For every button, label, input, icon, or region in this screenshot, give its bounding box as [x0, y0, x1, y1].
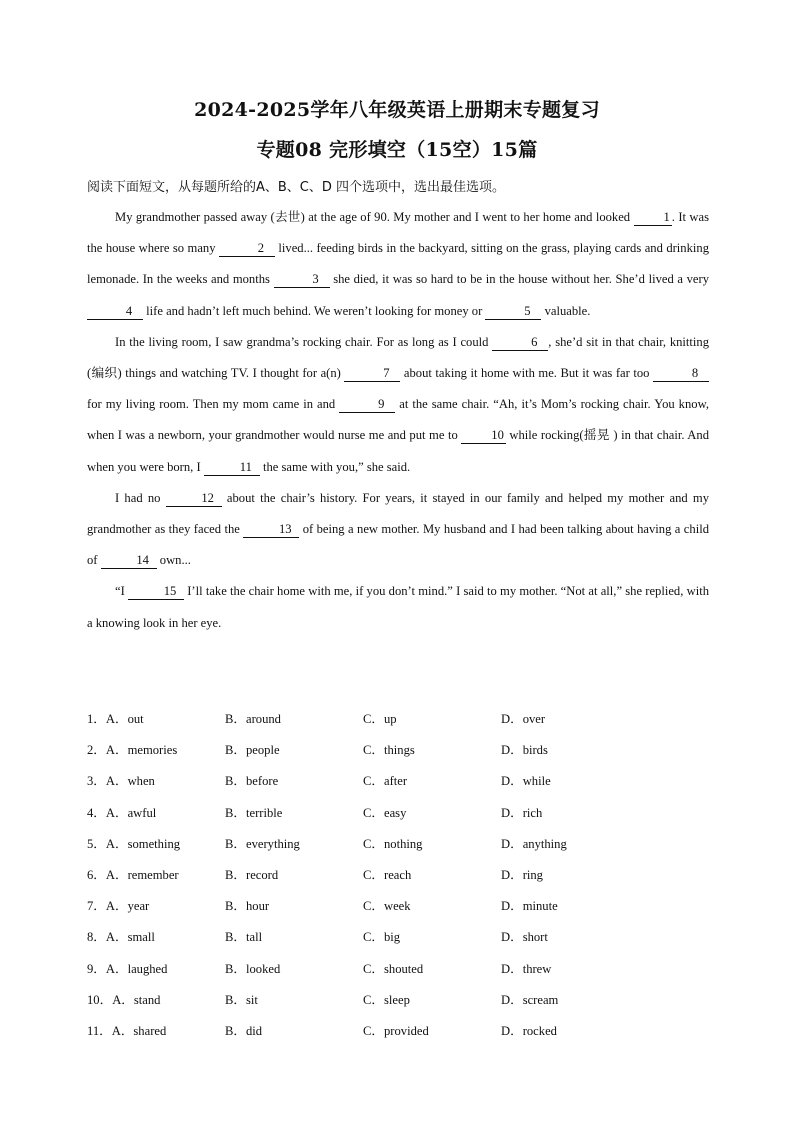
question-row	[87, 952, 707, 983]
option-a: 2．A．memories	[87, 743, 178, 758]
option-a: 6．A．remember	[87, 868, 179, 883]
blank-8: 8	[653, 366, 709, 382]
option-c: C．things	[363, 743, 415, 758]
blank-12: 12	[166, 491, 222, 507]
option-b: B．around	[225, 712, 281, 727]
option-a: 4．A．awful	[87, 805, 157, 820]
question-row	[87, 827, 707, 858]
page-title: 2024-2025学年八年级英语上册期末专题复习	[194, 99, 600, 121]
blank-13: 13	[243, 522, 299, 538]
passage-text: about taking it home with me. But it was far too	[400, 366, 653, 381]
option-d: D．rocked	[501, 1023, 557, 1038]
passage-text: while rocking(摇晃 ) in that chair. And when you were born, I	[87, 428, 709, 474]
option-c: C．nothing	[363, 836, 423, 851]
paragraph-3	[87, 483, 709, 577]
option-c: C．shouted	[363, 961, 424, 976]
option-d: D．while	[501, 774, 551, 789]
passage-text: , she’d sit in that chair, knitting (编织) things and watching TV. I thought for a(n)	[87, 334, 709, 381]
passage-text: life and hadn’t left much behind. We weren’t looking for money or	[143, 303, 486, 318]
passage-text: lived... feeding birds in the backyard, sitting on the grass, playing cards and drinking lemonade. In the weeks and months	[87, 241, 709, 287]
question-row	[87, 889, 707, 920]
instruction-text: 阅读下面短文，从每题所给的A、B、C、D 四个选项中，选出最佳选项。	[87, 180, 506, 195]
blank-15: 15	[128, 584, 184, 600]
blank-3: 3	[274, 272, 330, 288]
option-c: C．reach	[363, 868, 412, 883]
option-a: 10．A．stand	[87, 992, 161, 1007]
option-d: D．short	[501, 930, 548, 945]
passage-text: own...	[156, 553, 191, 568]
option-b: B．record	[225, 868, 279, 883]
option-b: B．people	[225, 743, 280, 758]
option-b: B．everything	[225, 836, 300, 851]
blank-4: 4	[87, 304, 143, 320]
page-subtitle: 专题08 完形填空（15空）15篇	[256, 139, 538, 161]
option-b: B．terrible	[225, 805, 283, 820]
answer-options	[87, 702, 707, 1045]
option-b: B．looked	[225, 961, 281, 976]
option-c: C．week	[363, 899, 411, 914]
option-a: 7．A．year	[87, 899, 150, 914]
option-b: B．sit	[225, 992, 258, 1007]
paragraph-1	[87, 202, 709, 327]
cloze-passage	[87, 202, 709, 639]
passage-text: I’ll take the chair home with me, if you don’t mind.” I said to my mother. “Not at all,” she replied, with a knowing look in her eye.	[87, 584, 709, 630]
question-row	[87, 796, 707, 827]
blank-14: 14	[101, 553, 157, 569]
paragraph-2	[87, 327, 709, 483]
option-d: D．rich	[501, 805, 543, 820]
question-row	[87, 983, 707, 1014]
option-c: C．big	[363, 930, 401, 945]
blank-7: 7	[344, 366, 400, 382]
option-a: 8．A．small	[87, 930, 155, 945]
passage-text: about the chair’s history. For years, it stayed in our family and helped my mother and my grandmother as they faced the	[87, 490, 709, 537]
passage-text: I had no	[115, 490, 166, 505]
option-a: 3．A．when	[87, 774, 155, 789]
blank-6: 6	[492, 335, 548, 351]
question-row	[87, 702, 707, 733]
passage-text: . It was the house where so many	[87, 210, 709, 256]
passage-text: at the same chair. “Ah, it’s Mom’s rocking chair. You know, when I was a newborn, your grandmother would nurse me and put me to	[87, 397, 709, 443]
passage-text: My grandmother passed away (去世) at the age of 90. My mother and I went to her home and looked	[115, 210, 634, 224]
option-d: D．ring	[501, 868, 543, 883]
option-c: C．sleep	[363, 992, 410, 1007]
passage-text: the same with you,” she said.	[259, 459, 411, 474]
option-c: C．after	[363, 774, 408, 789]
passage-text: “I	[115, 584, 129, 599]
option-d: D．threw	[501, 961, 552, 976]
option-a: 5．A．something	[87, 836, 181, 851]
blank-2: 2	[219, 241, 275, 257]
passage-text: of being a new mother. My husband and I had been talking about having a child of	[87, 522, 709, 568]
question-row	[87, 920, 707, 951]
option-c: C．provided	[363, 1023, 429, 1038]
option-c: C．up	[363, 712, 397, 727]
option-d: D．over	[501, 712, 546, 727]
option-b: B．did	[225, 1023, 263, 1038]
option-a: 9．A．laughed	[87, 961, 168, 976]
blank-1: 1	[634, 210, 672, 226]
blank-10: 10	[461, 428, 506, 444]
passage-text: valuable.	[541, 303, 591, 318]
option-a: 11．A．shared	[87, 1023, 167, 1038]
option-a: 1．A．out	[87, 712, 144, 727]
option-b: B．hour	[225, 899, 270, 914]
option-d: D．scream	[501, 992, 559, 1007]
option-d: D．minute	[501, 899, 558, 914]
option-c: C．easy	[363, 805, 407, 820]
option-d: D．birds	[501, 743, 548, 758]
option-b: B．tall	[225, 930, 263, 945]
passage-text: In the living room, I saw grandma’s rocking chair. For as long as I could	[115, 334, 493, 349]
paragraph-4	[87, 576, 709, 638]
question-row	[87, 858, 707, 889]
blank-11: 11	[204, 460, 260, 476]
passage-text: for my living room. Then my mom came in and	[87, 397, 340, 412]
question-row	[87, 764, 707, 795]
passage-text: she died, it was so hard to be in the house without her. She’d lived a very	[329, 272, 709, 287]
question-row	[87, 733, 707, 764]
option-d: D．anything	[501, 836, 567, 851]
question-row	[87, 1014, 707, 1045]
option-b: B．before	[225, 774, 279, 789]
blank-5: 5	[485, 304, 541, 320]
blank-9: 9	[339, 397, 395, 413]
